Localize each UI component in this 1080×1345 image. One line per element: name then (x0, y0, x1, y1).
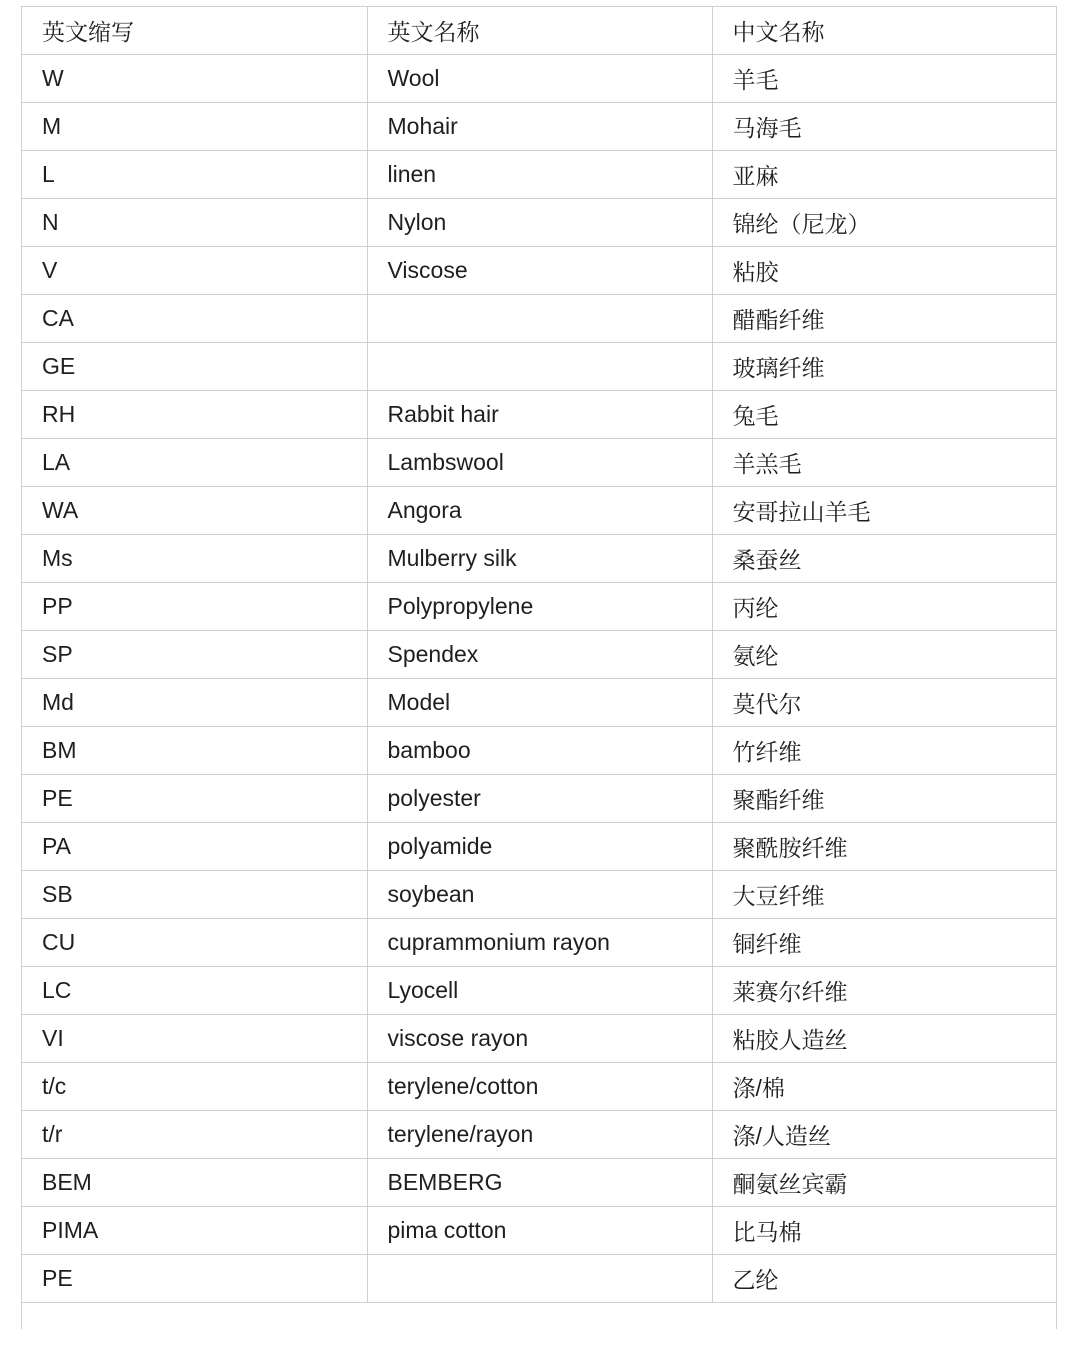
cell-chinese-name: 丙纶 (712, 583, 1056, 631)
table-row (22, 1015, 1056, 1063)
table-header-row (22, 7, 1056, 55)
cell-chinese-name: 莱赛尔纤维 (712, 967, 1056, 1015)
cell-abbreviation: CU (22, 919, 367, 967)
cell-chinese-name: 锦纶（尼龙） (712, 199, 1056, 247)
cell-abbreviation: PIMA (22, 1207, 367, 1255)
cell-abbreviation: PP (22, 583, 367, 631)
cell-abbreviation: M (22, 103, 367, 151)
fiber-abbreviation-table-container (21, 6, 1057, 1329)
table-row (22, 1255, 1056, 1303)
table-row (22, 247, 1056, 295)
cell-chinese-name: 马海毛 (712, 103, 1056, 151)
cell-english-name: Polypropylene (367, 583, 712, 631)
cell-abbreviation: t/c (22, 1063, 367, 1111)
table-row (22, 1063, 1056, 1111)
cell-english-name: Lyocell (367, 967, 712, 1015)
table-row (22, 151, 1056, 199)
cell-english-name: cuprammonium rayon (367, 919, 712, 967)
cell-english-name: BEMBERG (367, 1159, 712, 1207)
table-row (22, 871, 1056, 919)
table-row (22, 823, 1056, 871)
cell-abbreviation: PE (22, 775, 367, 823)
table-row (22, 1159, 1056, 1207)
cell-abbreviation: LC (22, 967, 367, 1015)
table-row (22, 55, 1056, 103)
cell-abbreviation: PE (22, 1255, 367, 1303)
table-row (22, 535, 1056, 583)
cell-chinese-name: 氨纶 (712, 631, 1056, 679)
cell-abbreviation: Ms (22, 535, 367, 583)
cell-chinese-name: 兔毛 (712, 391, 1056, 439)
cell-abbreviation: GE (22, 343, 367, 391)
table-row (22, 631, 1056, 679)
cell-abbreviation: VI (22, 1015, 367, 1063)
cell-english-name: viscose rayon (367, 1015, 712, 1063)
cell-abbreviation: PA (22, 823, 367, 871)
table-row (22, 919, 1056, 967)
table-row (22, 967, 1056, 1015)
table-row (22, 727, 1056, 775)
table-row (22, 583, 1056, 631)
cell-chinese-name: 聚酰胺纤维 (712, 823, 1056, 871)
cell-chinese-name: 涤/人造丝 (712, 1111, 1056, 1159)
cell-english-name: bamboo (367, 727, 712, 775)
cell-english-name: Lambswool (367, 439, 712, 487)
cell-chinese-name: 涤/棉 (712, 1063, 1056, 1111)
table-row (22, 199, 1056, 247)
cell-chinese-name: 乙纶 (712, 1255, 1056, 1303)
table-row (22, 1111, 1056, 1159)
table-body (22, 55, 1056, 1303)
cell-chinese-name: 比马棉 (712, 1207, 1056, 1255)
cell-english-name (367, 295, 712, 343)
cell-chinese-name: 玻璃纤维 (712, 343, 1056, 391)
table-row (22, 295, 1056, 343)
cell-chinese-name: 亚麻 (712, 151, 1056, 199)
cell-chinese-name: 羊羔毛 (712, 439, 1056, 487)
cell-english-name: pima cotton (367, 1207, 712, 1255)
table-row (22, 775, 1056, 823)
cell-abbreviation: SP (22, 631, 367, 679)
cell-abbreviation: SB (22, 871, 367, 919)
cell-chinese-name: 桑蚕丝 (712, 535, 1056, 583)
cell-chinese-name: 酮氨丝宾霸 (712, 1159, 1056, 1207)
cell-english-name: Angora (367, 487, 712, 535)
cell-chinese-name: 莫代尔 (712, 679, 1056, 727)
cell-english-name: linen (367, 151, 712, 199)
cell-abbreviation: t/r (22, 1111, 367, 1159)
cell-abbreviation: LA (22, 439, 367, 487)
header-english-name: 英文名称 (367, 7, 712, 55)
cell-english-name (367, 1255, 712, 1303)
cell-english-name: Mulberry silk (367, 535, 712, 583)
cell-abbreviation: BEM (22, 1159, 367, 1207)
cell-chinese-name: 醋酯纤维 (712, 295, 1056, 343)
cell-chinese-name: 安哥拉山羊毛 (712, 487, 1056, 535)
cell-english-name: Nylon (367, 199, 712, 247)
cell-abbreviation: CA (22, 295, 367, 343)
cell-chinese-name: 羊毛 (712, 55, 1056, 103)
cell-english-name: Model (367, 679, 712, 727)
cell-english-name: soybean (367, 871, 712, 919)
cell-english-name: Spendex (367, 631, 712, 679)
cell-english-name: terylene/rayon (367, 1111, 712, 1159)
cell-english-name (367, 343, 712, 391)
cell-chinese-name: 竹纤维 (712, 727, 1056, 775)
header-chinese-name: 中文名称 (712, 7, 1056, 55)
table-row (22, 343, 1056, 391)
cell-english-name: Wool (367, 55, 712, 103)
cell-abbreviation: V (22, 247, 367, 295)
cell-english-name: terylene/cotton (367, 1063, 712, 1111)
header-abbreviation: 英文缩写 (22, 7, 367, 55)
cell-chinese-name: 聚酯纤维 (712, 775, 1056, 823)
cell-abbreviation: WA (22, 487, 367, 535)
cell-english-name: Viscose (367, 247, 712, 295)
cell-abbreviation: W (22, 55, 367, 103)
table-row (22, 391, 1056, 439)
cell-chinese-name: 粘胶 (712, 247, 1056, 295)
cell-abbreviation: Md (22, 679, 367, 727)
cell-english-name: Mohair (367, 103, 712, 151)
table-row (22, 679, 1056, 727)
fiber-abbreviation-table (22, 6, 1056, 1303)
table-row (22, 103, 1056, 151)
cell-abbreviation: RH (22, 391, 367, 439)
cell-chinese-name: 铜纤维 (712, 919, 1056, 967)
cell-chinese-name: 大豆纤维 (712, 871, 1056, 919)
cell-english-name: polyester (367, 775, 712, 823)
table-row (22, 439, 1056, 487)
cell-abbreviation: BM (22, 727, 367, 775)
cell-chinese-name: 粘胶人造丝 (712, 1015, 1056, 1063)
cell-english-name: Rabbit hair (367, 391, 712, 439)
table-row (22, 487, 1056, 535)
cell-abbreviation: L (22, 151, 367, 199)
cell-english-name: polyamide (367, 823, 712, 871)
table-row (22, 1207, 1056, 1255)
cell-abbreviation: N (22, 199, 367, 247)
